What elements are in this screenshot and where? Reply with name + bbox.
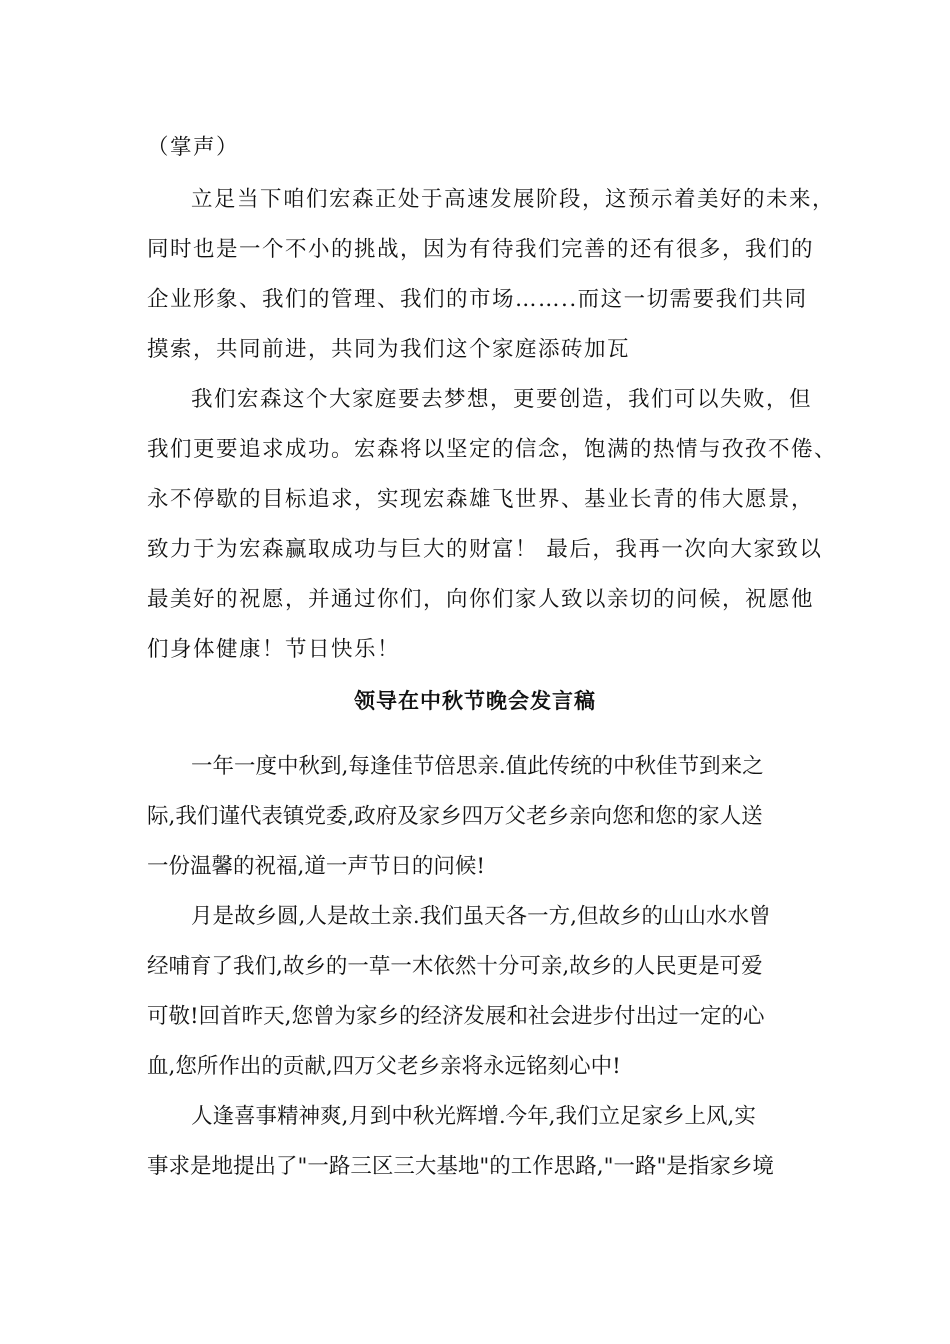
- paragraph-line: 企业形象、我们的管理、我们的市场……..而这一切需要我们共同: [147, 287, 808, 312]
- paragraph-line: 一年一度中秋到,每逢佳节倍思亲.值此传统的中秋佳节到来之: [191, 754, 764, 779]
- paragraph-line: 月是故乡圆,人是故土亲.我们虽天各一方,但故乡的山山水水曾: [191, 904, 771, 929]
- paragraph-line: 我们更要追求成功。宏森将以坚定的信念，饱满的热情与孜孜不倦、: [147, 437, 838, 462]
- paragraph-line: 们身体健康！节日快乐！: [147, 637, 401, 662]
- applause-note: （掌声）: [147, 135, 240, 160]
- paragraph-line: 血,您所作出的贡献,四万父老乡亲将永远铭刻心中!: [147, 1054, 621, 1079]
- paragraph-line: 事求是地提出了"一路三区三大基地"的工作思路,"一路"是指家乡境: [147, 1154, 774, 1179]
- paragraph-line: 我们宏森这个大家庭要去梦想，更要创造，我们可以失败，但: [191, 387, 813, 412]
- paragraph-line: 际,我们谨代表镇党委,政府及家乡四万父老乡亲向您和您的家人送: [147, 804, 763, 829]
- paragraph-line: 同时也是一个不小的挑战，因为有待我们完善的还有很多，我们的: [147, 237, 815, 262]
- paragraph-line: 摸索，共同前进，共同为我们这个家庭添砖加瓦: [147, 337, 631, 362]
- paragraph-line: 可敬!回首昨天,您曾为家乡的经济发展和社会进步付出过一定的心: [147, 1004, 765, 1029]
- paragraph-line: 人逢喜事精神爽,月到中秋光辉增.今年,我们立足家乡上风,实: [191, 1104, 756, 1129]
- section-title: 领导在中秋节晚会发言稿: [354, 689, 596, 713]
- paragraph-line: 致力于为宏森赢取成功与巨大的财富！ 最后，我再一次向大家致以: [147, 537, 823, 562]
- paragraph-line: 立足当下咱们宏森正处于高速发展阶段，这预示着美好的未来，: [191, 187, 836, 212]
- paragraph-line: 一份温馨的祝福,道一声节日的问候!: [147, 854, 485, 879]
- paragraph-line: 经哺育了我们,故乡的一草一木依然十分可亲,故乡的人民更是可爱: [147, 954, 763, 979]
- paragraph-line: 永不停歇的目标追求，实现宏森雄飞世界、基业长青的伟大愿景，: [147, 487, 815, 512]
- paragraph-line: 最美好的祝愿，并通过你们，向你们家人致以亲切的问候，祝愿他: [147, 587, 815, 612]
